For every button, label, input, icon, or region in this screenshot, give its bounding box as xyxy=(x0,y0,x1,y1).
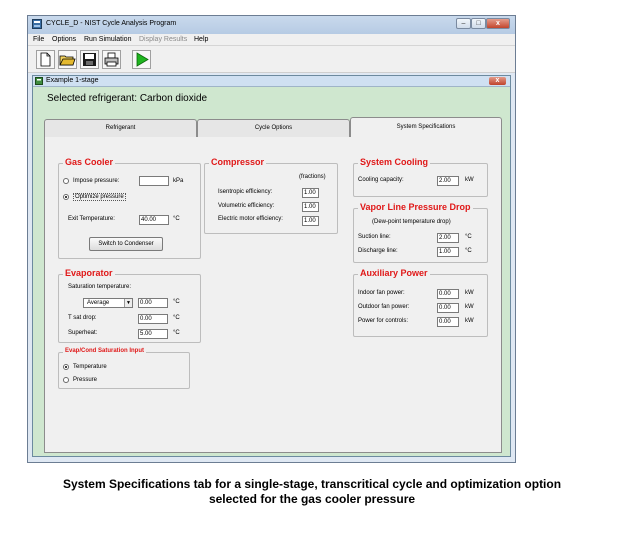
new-button[interactable] xyxy=(36,50,55,69)
tab-panel xyxy=(44,137,502,453)
vapor-line-group xyxy=(353,202,488,263)
exit-temperature-input[interactable]: 40.00 xyxy=(139,215,169,225)
document-close-button[interactable]: x xyxy=(489,77,506,85)
impose-pressure-unit: kPa xyxy=(173,178,184,184)
new-document-icon xyxy=(37,51,54,68)
chevron-down-icon: ▼ xyxy=(124,299,132,307)
discharge-line-input[interactable]: 1.00 xyxy=(437,247,459,257)
indoor-fan-unit: kW xyxy=(465,290,474,296)
document-window xyxy=(32,75,511,457)
tab-refrigerant[interactable]: Refrigerant xyxy=(44,119,197,137)
isentropic-efficiency-label: Isentropic efficiency: xyxy=(218,189,273,195)
auxiliary-power-group xyxy=(353,268,488,337)
controls-power-input[interactable]: 0.00 xyxy=(437,317,459,327)
window-title: CYCLE_D - NIST Cycle Analysis Program xyxy=(46,20,177,27)
evap-cond-group xyxy=(58,348,190,389)
app-window xyxy=(27,15,516,463)
outdoor-fan-unit: kW xyxy=(465,304,474,310)
saturation-temperature-label: Saturation temperature: xyxy=(68,284,132,290)
outdoor-fan-input[interactable]: 0.00 xyxy=(437,303,459,313)
menu-options[interactable]: Options xyxy=(52,36,77,43)
outdoor-fan-label: Outdoor fan power: xyxy=(358,304,410,310)
exit-temperature-label: Exit Temperature: xyxy=(68,216,115,222)
fractions-label: (fractions) xyxy=(299,174,326,180)
tsat-drop-label: T sat drop: xyxy=(68,315,97,321)
saturation-mode-select[interactable] xyxy=(83,298,133,308)
cooling-capacity-input[interactable]: 2.00 xyxy=(437,176,459,186)
superheat-label: Superheat: xyxy=(68,330,98,336)
temperature-radio[interactable] xyxy=(63,364,69,370)
pressure-label: Pressure xyxy=(73,377,98,383)
exit-temperature-unit: °C xyxy=(173,216,180,222)
superheat-input[interactable]: 5.00 xyxy=(138,329,168,339)
compressor-group xyxy=(204,157,338,234)
optimize-pressure-label: Optimize pressure xyxy=(75,194,124,200)
document-title-bar[interactable] xyxy=(33,76,510,87)
impose-pressure-label: Impose pressure: xyxy=(73,178,120,184)
tab-system-specifications[interactable]: System Specifications xyxy=(350,117,502,137)
tab-cycle-options[interactable]: Cycle Options xyxy=(197,119,350,137)
printer-icon xyxy=(103,51,120,68)
document-icon xyxy=(35,77,43,85)
pressure-radio[interactable] xyxy=(63,377,69,383)
caption-line-2: selected for the gas cooler pressure xyxy=(208,492,416,506)
menu-help[interactable]: Help xyxy=(194,36,209,43)
volumetric-efficiency-input[interactable]: 1.00 xyxy=(302,202,319,212)
controls-power-unit: kW xyxy=(465,318,474,324)
isentropic-efficiency-input[interactable]: 1.00 xyxy=(302,188,319,198)
minimize-button[interactable]: – xyxy=(456,18,471,29)
vapor-line-title: Vapor Line Pressure Drop xyxy=(360,202,471,212)
open-folder-icon xyxy=(59,51,76,68)
evaporator-title: Evaporator xyxy=(65,268,113,278)
close-button[interactable]: x xyxy=(486,18,510,29)
impose-pressure-input[interactable] xyxy=(139,176,169,186)
optimize-pressure-radio[interactable] xyxy=(63,194,69,200)
tsat-drop-unit: °C xyxy=(173,315,180,321)
motor-efficiency-label: Electric motor efficiency: xyxy=(218,216,283,222)
controls-power-label: Power for controls: xyxy=(358,318,409,324)
gas-cooler-title: Gas Cooler xyxy=(65,157,114,167)
system-cooling-group xyxy=(353,157,488,197)
indoor-fan-label: Indoor fan power: xyxy=(358,290,405,296)
dew-point-subtitle: (Dew-point temperature drop) xyxy=(372,219,451,225)
cooling-capacity-unit: kW xyxy=(465,177,474,183)
menu-file[interactable]: File xyxy=(33,36,45,43)
menu-run-simulation[interactable]: Run Simulation xyxy=(84,36,132,43)
menu-display-results[interactable]: Display Results xyxy=(139,36,188,43)
menu-bar xyxy=(28,34,515,46)
discharge-line-label: Discharge line: xyxy=(358,248,398,254)
run-button[interactable] xyxy=(132,50,151,69)
maximize-button[interactable]: □ xyxy=(471,18,486,29)
saturation-temperature-input[interactable]: 0.00 xyxy=(138,298,168,308)
auxiliary-power-title: Auxiliary Power xyxy=(360,268,428,278)
cooling-capacity-label: Cooling capacity: xyxy=(358,177,404,183)
print-button[interactable] xyxy=(102,50,121,69)
tsat-drop-input[interactable]: 0.00 xyxy=(138,314,168,324)
figure-caption xyxy=(0,477,624,507)
temperature-label: Temperature xyxy=(73,364,107,370)
caption-line-1: System Specifications tab for a single-stage, transcritical cycle and optimization option xyxy=(62,477,562,491)
motor-efficiency-input[interactable]: 1.00 xyxy=(302,216,319,226)
selected-refrigerant-label: Selected refrigerant: Carbon dioxide xyxy=(47,93,208,104)
title-bar[interactable] xyxy=(28,16,515,34)
suction-line-input[interactable]: 2.00 xyxy=(437,233,459,243)
compressor-title: Compressor xyxy=(211,157,265,167)
document-title: Example 1-stage xyxy=(46,77,99,84)
superheat-unit: °C xyxy=(173,330,180,336)
toolbar xyxy=(28,46,515,73)
saturation-temperature-unit: °C xyxy=(173,299,180,305)
save-disk-icon xyxy=(81,51,98,68)
evap-cond-title: Evap/Cond Saturation Input xyxy=(65,348,144,354)
discharge-line-unit: °C xyxy=(465,248,472,254)
evaporator-group xyxy=(58,268,201,343)
open-button[interactable] xyxy=(58,50,77,69)
gas-cooler-group xyxy=(58,157,201,259)
save-button[interactable] xyxy=(80,50,99,69)
indoor-fan-input[interactable]: 0.00 xyxy=(437,289,459,299)
suction-line-unit: °C xyxy=(465,234,472,240)
volumetric-efficiency-label: Volumetric efficiency: xyxy=(218,203,275,209)
app-icon xyxy=(32,19,42,29)
suction-line-label: Suction line: xyxy=(358,234,391,240)
impose-pressure-radio[interactable] xyxy=(63,178,69,184)
switch-to-condenser-button[interactable]: Switch to Condenser xyxy=(89,237,163,251)
run-play-icon xyxy=(133,51,150,68)
saturation-mode-value: Average xyxy=(87,300,110,306)
system-cooling-title: System Cooling xyxy=(360,157,429,167)
